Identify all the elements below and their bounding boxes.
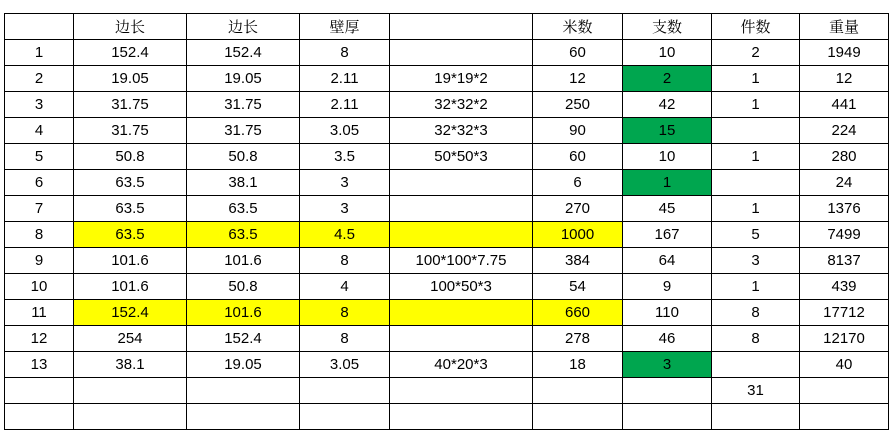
table-cell[interactable]: 3.05 — [300, 118, 390, 144]
table-cell[interactable]: 9 — [623, 274, 712, 300]
table-row — [5, 222, 889, 248]
table-cell[interactable] — [187, 404, 300, 430]
table-row — [5, 170, 889, 196]
table-cell[interactable]: 63.5 — [74, 170, 187, 196]
table-cell[interactable]: 8 — [300, 300, 390, 326]
table-cell[interactable]: 45 — [623, 196, 712, 222]
table-cell[interactable]: 8 — [300, 326, 390, 352]
table-cell[interactable] — [712, 170, 800, 196]
spreadsheet-area — [4, 13, 888, 430]
table-cell[interactable]: 7499 — [800, 222, 889, 248]
table-cell[interactable]: 4.5 — [300, 222, 390, 248]
table-cell[interactable]: 60 — [533, 40, 623, 66]
table-cell[interactable]: 6 — [533, 170, 623, 196]
table-cell[interactable]: 46 — [623, 326, 712, 352]
table-cell[interactable] — [623, 378, 712, 404]
table-cell[interactable] — [712, 404, 800, 430]
table-cell[interactable]: 2 — [712, 40, 800, 66]
table-row — [5, 118, 889, 144]
table-cell[interactable] — [390, 300, 533, 326]
table-row — [5, 378, 889, 404]
table-cell[interactable]: 100*50*3 — [390, 274, 533, 300]
table-cell[interactable]: 10 — [623, 40, 712, 66]
table-cell[interactable]: 1 — [712, 196, 800, 222]
table-cell[interactable]: 1376 — [800, 196, 889, 222]
table-row — [5, 274, 889, 300]
table-cell[interactable]: 7 — [5, 196, 74, 222]
table-cell[interactable] — [390, 196, 533, 222]
table-cell[interactable]: 63.5 — [74, 222, 187, 248]
column-header[interactable]: 件数 — [712, 14, 800, 40]
table-cell[interactable]: 38.1 — [187, 170, 300, 196]
table-cell[interactable]: 110 — [623, 300, 712, 326]
table-cell[interactable]: 31.75 — [74, 118, 187, 144]
table-cell[interactable]: 8 — [5, 222, 74, 248]
table-cell[interactable]: 19*19*2 — [390, 66, 533, 92]
table-cell[interactable]: 280 — [800, 144, 889, 170]
table-cell[interactable]: 31.75 — [187, 118, 300, 144]
table-cell[interactable]: 50.8 — [187, 144, 300, 170]
table-cell[interactable]: 1949 — [800, 40, 889, 66]
table-row — [5, 144, 889, 170]
table-cell[interactable]: 31.75 — [187, 92, 300, 118]
table-cell[interactable]: 2 — [623, 66, 712, 92]
table-cell[interactable]: 5 — [712, 222, 800, 248]
table-cell[interactable] — [623, 404, 712, 430]
table-cell[interactable]: 152.4 — [74, 300, 187, 326]
table-cell[interactable]: 13 — [5, 352, 74, 378]
table-cell[interactable]: 10 — [5, 274, 74, 300]
table-cell[interactable] — [800, 378, 889, 404]
table-cell[interactable] — [712, 352, 800, 378]
table-cell[interactable]: 1 — [712, 274, 800, 300]
table-cell[interactable]: 1 — [712, 66, 800, 92]
table-cell[interactable] — [74, 404, 187, 430]
table-cell[interactable]: 38.1 — [74, 352, 187, 378]
table-row — [5, 92, 889, 118]
table-cell[interactable]: 4 — [5, 118, 74, 144]
table-cell[interactable] — [5, 404, 74, 430]
table-cell[interactable]: 8 — [300, 40, 390, 66]
table-cell[interactable]: 1 — [712, 92, 800, 118]
table-cell[interactable]: 3 — [623, 352, 712, 378]
table-cell[interactable]: 9 — [5, 248, 74, 274]
table-cell[interactable]: 17712 — [800, 300, 889, 326]
table-cell[interactable]: 152.4 — [187, 40, 300, 66]
table-cell[interactable]: 3 — [300, 196, 390, 222]
table-cell[interactable] — [300, 404, 390, 430]
table-cell[interactable]: 100*100*7.75 — [390, 248, 533, 274]
table-row — [5, 40, 889, 66]
column-header[interactable]: 边长 — [74, 14, 187, 40]
table-cell[interactable]: 270 — [533, 196, 623, 222]
table-body — [5, 14, 889, 430]
table-cell[interactable]: 167 — [623, 222, 712, 248]
table-cell[interactable]: 32*32*3 — [390, 118, 533, 144]
table-row — [5, 300, 889, 326]
table-cell[interactable] — [5, 378, 74, 404]
table-cell[interactable]: 90 — [533, 118, 623, 144]
table-cell[interactable]: 8137 — [800, 248, 889, 274]
table-cell[interactable]: 254 — [74, 326, 187, 352]
table-cell[interactable]: 2.11 — [300, 92, 390, 118]
table-cell[interactable]: 19.05 — [187, 66, 300, 92]
table-cell[interactable] — [187, 378, 300, 404]
table-cell[interactable]: 152.4 — [74, 40, 187, 66]
table-cell[interactable]: 1 — [5, 40, 74, 66]
table-cell[interactable]: 31.75 — [74, 92, 187, 118]
table-cell[interactable]: 19.05 — [74, 66, 187, 92]
table-cell[interactable]: 42 — [623, 92, 712, 118]
table-cell[interactable]: 101.6 — [74, 274, 187, 300]
table-row — [5, 66, 889, 92]
table-cell[interactable]: 439 — [800, 274, 889, 300]
table-cell[interactable] — [390, 222, 533, 248]
table-row — [5, 248, 889, 274]
column-header[interactable] — [5, 14, 74, 40]
table-cell[interactable]: 5 — [5, 144, 74, 170]
table-cell[interactable]: 1000 — [533, 222, 623, 248]
table-cell[interactable] — [300, 378, 390, 404]
table-cell[interactable]: 31 — [712, 378, 800, 404]
table-cell[interactable]: 12 — [533, 66, 623, 92]
table-cell[interactable] — [533, 404, 623, 430]
table-cell[interactable]: 60 — [533, 144, 623, 170]
table-cell[interactable]: 8 — [712, 326, 800, 352]
table-cell[interactable]: 12170 — [800, 326, 889, 352]
table-cell[interactable]: 18 — [533, 352, 623, 378]
column-header[interactable] — [390, 14, 533, 40]
table-cell[interactable]: 40 — [800, 352, 889, 378]
column-header[interactable]: 边长 — [187, 14, 300, 40]
column-header[interactable]: 壁厚 — [300, 14, 390, 40]
table-cell[interactable]: 40*20*3 — [390, 352, 533, 378]
table-cell[interactable] — [74, 378, 187, 404]
table-cell[interactable]: 15 — [623, 118, 712, 144]
table-cell[interactable]: 4 — [300, 274, 390, 300]
table-cell[interactable]: 384 — [533, 248, 623, 274]
table-cell[interactable]: 3 — [300, 170, 390, 196]
table-cell[interactable]: 63.5 — [74, 196, 187, 222]
table-cell[interactable]: 32*32*2 — [390, 92, 533, 118]
table-cell[interactable]: 19.05 — [187, 352, 300, 378]
table-cell[interactable]: 63.5 — [187, 196, 300, 222]
table-cell[interactable] — [390, 170, 533, 196]
table-cell[interactable]: 101.6 — [187, 300, 300, 326]
table-cell[interactable]: 6 — [5, 170, 74, 196]
table-cell[interactable]: 8 — [712, 300, 800, 326]
table-cell[interactable]: 3 — [712, 248, 800, 274]
table-cell[interactable] — [390, 404, 533, 430]
table-cell[interactable] — [390, 326, 533, 352]
table-cell[interactable] — [533, 378, 623, 404]
table-cell[interactable]: 50.8 — [187, 274, 300, 300]
data-table — [4, 13, 889, 430]
table-cell[interactable]: 250 — [533, 92, 623, 118]
table-row — [5, 404, 889, 430]
table-cell[interactable]: 101.6 — [74, 248, 187, 274]
table-cell[interactable]: 50*50*3 — [390, 144, 533, 170]
table-cell[interactable]: 101.6 — [187, 248, 300, 274]
table-row — [5, 352, 889, 378]
table-cell[interactable]: 63.5 — [187, 222, 300, 248]
table-cell[interactable] — [712, 118, 800, 144]
table-cell[interactable]: 660 — [533, 300, 623, 326]
table-cell[interactable]: 3.5 — [300, 144, 390, 170]
table-header-row — [5, 14, 889, 40]
table-cell[interactable]: 54 — [533, 274, 623, 300]
table-cell[interactable]: 50.8 — [74, 144, 187, 170]
table-cell[interactable]: 278 — [533, 326, 623, 352]
table-cell[interactable]: 2 — [5, 66, 74, 92]
table-cell[interactable]: 8 — [300, 248, 390, 274]
table-cell[interactable]: 2.11 — [300, 66, 390, 92]
table-cell[interactable]: 12 — [5, 326, 74, 352]
table-cell[interactable] — [390, 40, 533, 66]
table-cell[interactable] — [390, 378, 533, 404]
table-cell[interactable] — [800, 404, 889, 430]
table-cell[interactable]: 152.4 — [187, 326, 300, 352]
table-cell[interactable]: 3 — [5, 92, 74, 118]
table-cell[interactable]: 11 — [5, 300, 74, 326]
table-cell[interactable]: 3.05 — [300, 352, 390, 378]
table-cell[interactable]: 224 — [800, 118, 889, 144]
table-row — [5, 196, 889, 222]
table-cell[interactable]: 441 — [800, 92, 889, 118]
column-header[interactable]: 重量 — [800, 14, 889, 40]
table-cell[interactable]: 24 — [800, 170, 889, 196]
table-cell[interactable]: 64 — [623, 248, 712, 274]
table-cell[interactable]: 1 — [712, 144, 800, 170]
table-cell[interactable]: 10 — [623, 144, 712, 170]
table-cell[interactable]: 1 — [623, 170, 712, 196]
column-header[interactable]: 支数 — [623, 14, 712, 40]
table-cell[interactable]: 12 — [800, 66, 889, 92]
column-header[interactable]: 米数 — [533, 14, 623, 40]
table-row — [5, 326, 889, 352]
